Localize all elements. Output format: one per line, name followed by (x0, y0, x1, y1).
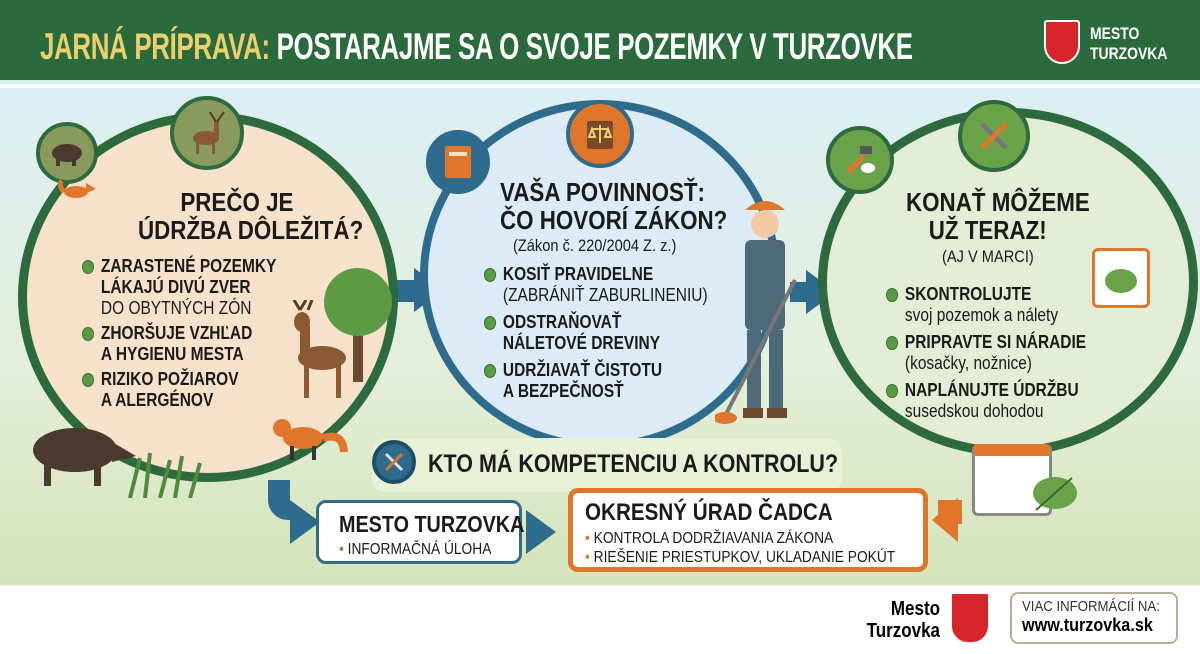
page-title (40, 26, 913, 68)
section-action-heading (906, 187, 1090, 245)
list-item: PRIPRAVTE SI NÁRADIE (kosačky, nožnice) (886, 332, 1086, 374)
section-why-list (82, 256, 276, 411)
coat-of-arms-icon (1044, 20, 1080, 64)
list-item: ZARASTENÉ POZEMKY LÁKAJÚ DIVÚ ZVER DO OBYTNÝCH ZÓN (82, 256, 276, 319)
list-item: ZHORŠUJE VZHĽAD A HYGIENU MESTA (82, 323, 276, 365)
heading-line: VAŠA POVINNOSŤ: (500, 177, 705, 207)
office-item: • RIEŠENIE PRIESTUPKOV, UKLADANIE POKÚT (585, 549, 896, 566)
city-box (316, 500, 525, 564)
logo-line: TURZOVKA (1090, 44, 1168, 63)
list-item: RIZIKO POŽIAROV A ALERGÉNOV (82, 369, 276, 411)
website-link[interactable]: www.turzovka.sk (1022, 615, 1153, 635)
more-info-box (1010, 592, 1178, 644)
office-title: OKRESNÝ ÚRAD ČADCA (585, 499, 833, 526)
list-item: ODSTRAŇOVAŤ NÁLETOVÉ DREVINY (484, 312, 708, 354)
tools-icon (372, 440, 416, 484)
section-law-list (484, 264, 708, 402)
coat-of-arms-icon (950, 592, 990, 644)
heading-line: ÚDRŽBA DÔLEŽITÁ? (138, 215, 364, 245)
district-office-box (568, 488, 928, 572)
section-law-heading (500, 177, 728, 235)
header-banner (0, 0, 1200, 84)
list-item: KOSIŤ PRAVIDELNE (ZABRÁNIŤ ZABURLINENIU) (484, 264, 708, 306)
section-action-note: (AJ V MARCI) (942, 247, 1034, 266)
heading-line: ČO HOVORÍ ZÁKON? (500, 205, 728, 235)
heading-line: UŽ TERAZ! (928, 215, 1047, 245)
list-item: UDRŽIAVAŤ ČISTOTU A BEZPEČNOSŤ (484, 360, 708, 402)
city-item: • INFORMAČNÁ ÚLOHA (339, 541, 492, 558)
heading-line: KONAŤ MÔŽEME (906, 187, 1090, 217)
law-book-icon (426, 130, 490, 194)
office-items (585, 529, 895, 567)
fox-icon (52, 170, 104, 210)
header-logo-text (1090, 24, 1167, 64)
fox-illustration (268, 412, 348, 462)
footer-name-line: Turzovka (866, 620, 940, 642)
competence-heading: KTO MÁ KOMPETENCIU A KONTROLU? (428, 450, 839, 478)
wrench-screwdriver-icon (958, 100, 1030, 172)
tools-leaf-icon (826, 126, 894, 194)
law-reference: (Zákon č. 220/2004 Z. z.) (513, 236, 677, 255)
scales-book-icon (566, 100, 634, 168)
section-why-heading (138, 187, 364, 245)
list-item: NAPLÁNUJTE ÚDRŽBU susedskou dohodou (886, 380, 1086, 422)
title-highlight: JARNÁ PRÍPRAVA: (40, 26, 270, 67)
deer-icon (170, 96, 244, 170)
arrow-right-icon (526, 510, 556, 554)
list-item: SKONTROLUJTE svoj pozemok a nálety (886, 284, 1086, 326)
more-info-label: VIAC INFORMÁCIÍ NA: (1022, 598, 1160, 615)
section-action-list (886, 284, 1086, 422)
arrow-left-icon (932, 498, 958, 542)
heading-line: PREČO JE (180, 187, 294, 217)
deer-illustration (282, 300, 352, 400)
calendar-leaf-icon (1092, 248, 1150, 308)
worker-illustration (715, 190, 815, 430)
title-rest: POSTARAJME SA O SVOJE POZEMKY V TURZOVKE (269, 26, 913, 67)
city-title: MESTO TURZOVKA (339, 511, 525, 537)
logo-line: MESTO (1090, 24, 1140, 43)
office-item: • KONTROLA DODRŽIAVANIA ZÁKONA (585, 530, 834, 547)
grass-illustration (120, 448, 210, 498)
leaf-icon (1030, 470, 1080, 516)
footer-name-line: Mesto (890, 598, 940, 620)
footer-city-name (865, 598, 940, 642)
